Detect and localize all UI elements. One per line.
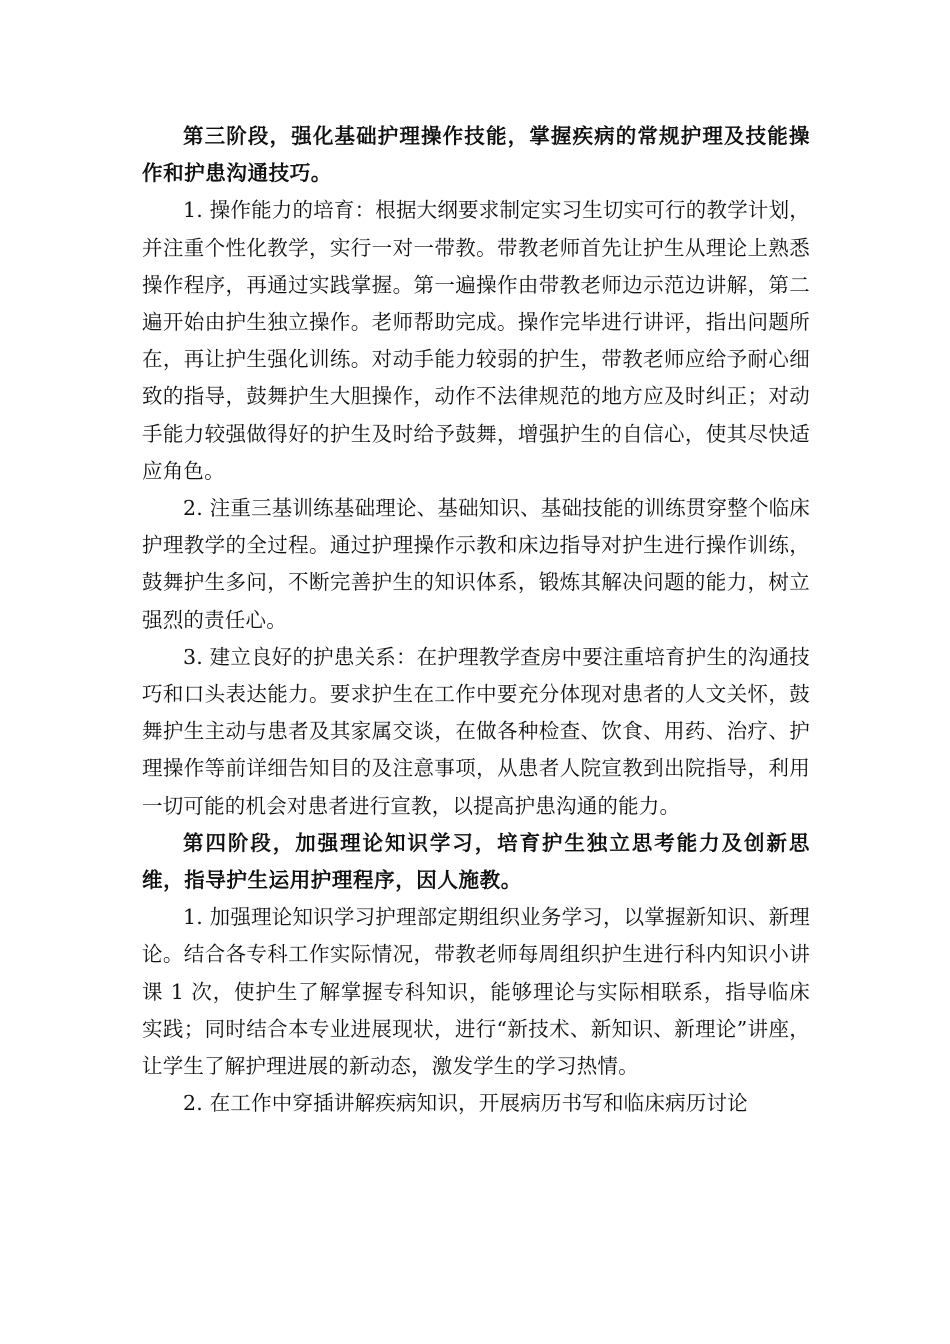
document-body	[142, 118, 810, 1122]
stage-three-heading: 第三阶段，强化基础护理操作技能，掌握疾病的常规护理及技能操作和护患沟通技巧。	[142, 124, 810, 186]
paragraph-nurse-patient-relation: 3. 建立良好的护患关系：在护理教学查房中要注重培育护生的沟通技巧和口头表达能力。要求护生在工作中要充分体现对患者的人文关怀，鼓舞护生主动与患者及其家属交谈，在做各种检查、饮食、用药、治疗、护理操作等前详细告知目的及注意事项，从患者人院宣教到出院指导，利用一切可能的机会对患者进行宣教，以提高护患沟通的能力。	[142, 644, 810, 818]
stage-four-heading: 第四阶段，加强理论知识学习，培育护生独立思考能力及创新思维，指导护生运用护理程序，因人施教。	[142, 830, 810, 893]
paragraph-operation-ability: 1. 操作能力的培育：根据大纲要求制定实习生切实可行的教学计划，并注重个性化教学，实行一对一带教。带教老师首先让护生从理论上熟悉操作程序，再通过实践掌握。第一遍操作由带教老师边示范边讲解，第二遍开始由护生独立操作。老师帮助完成。操作完毕进行讲评，指出问题所在，再让护生强化训练。对动手能力较弱的护生，带教老师应给予耐心细致的指导，鼓舞护生大胆操作，动作不法律规范的地方应及时纠正；对动手能力较强做得好的护生及时给予鼓舞，增强护生的自信心，使其尽快适应角色。	[142, 198, 810, 483]
paragraph-theory-learning: 1. 加强理论知识学习护理部定期组织业务学习，以掌握新知识、新理论。结合各专科工作实际情况，带教老师每周组织护生进行科内知识小讲课 1 次，使护生了解掌握专科知识，能够理论与实际相联系，指导临床实践；同时结合本专业进展现状，进行“新技术、新知识、新理论”讲座，让学生了解护理进展的新动态，激发学生的学习热情。	[142, 905, 810, 1079]
paragraph-disease-knowledge: 2. 在工作中穿插讲解疾病知识，开展病历书写和临床病历讨论	[183, 1091, 748, 1116]
paragraph-three-basics: 2. 注重三基训练基础理论、基础知识、基础技能的训练贯穿整个临床护理教学的全过程。通过护理操作示教和床边指导对护生进行操作训练，鼓舞护生多问，不断完善护生的知识体系，锻炼其解决问题的能力，树立强烈的责任心。	[142, 496, 810, 632]
